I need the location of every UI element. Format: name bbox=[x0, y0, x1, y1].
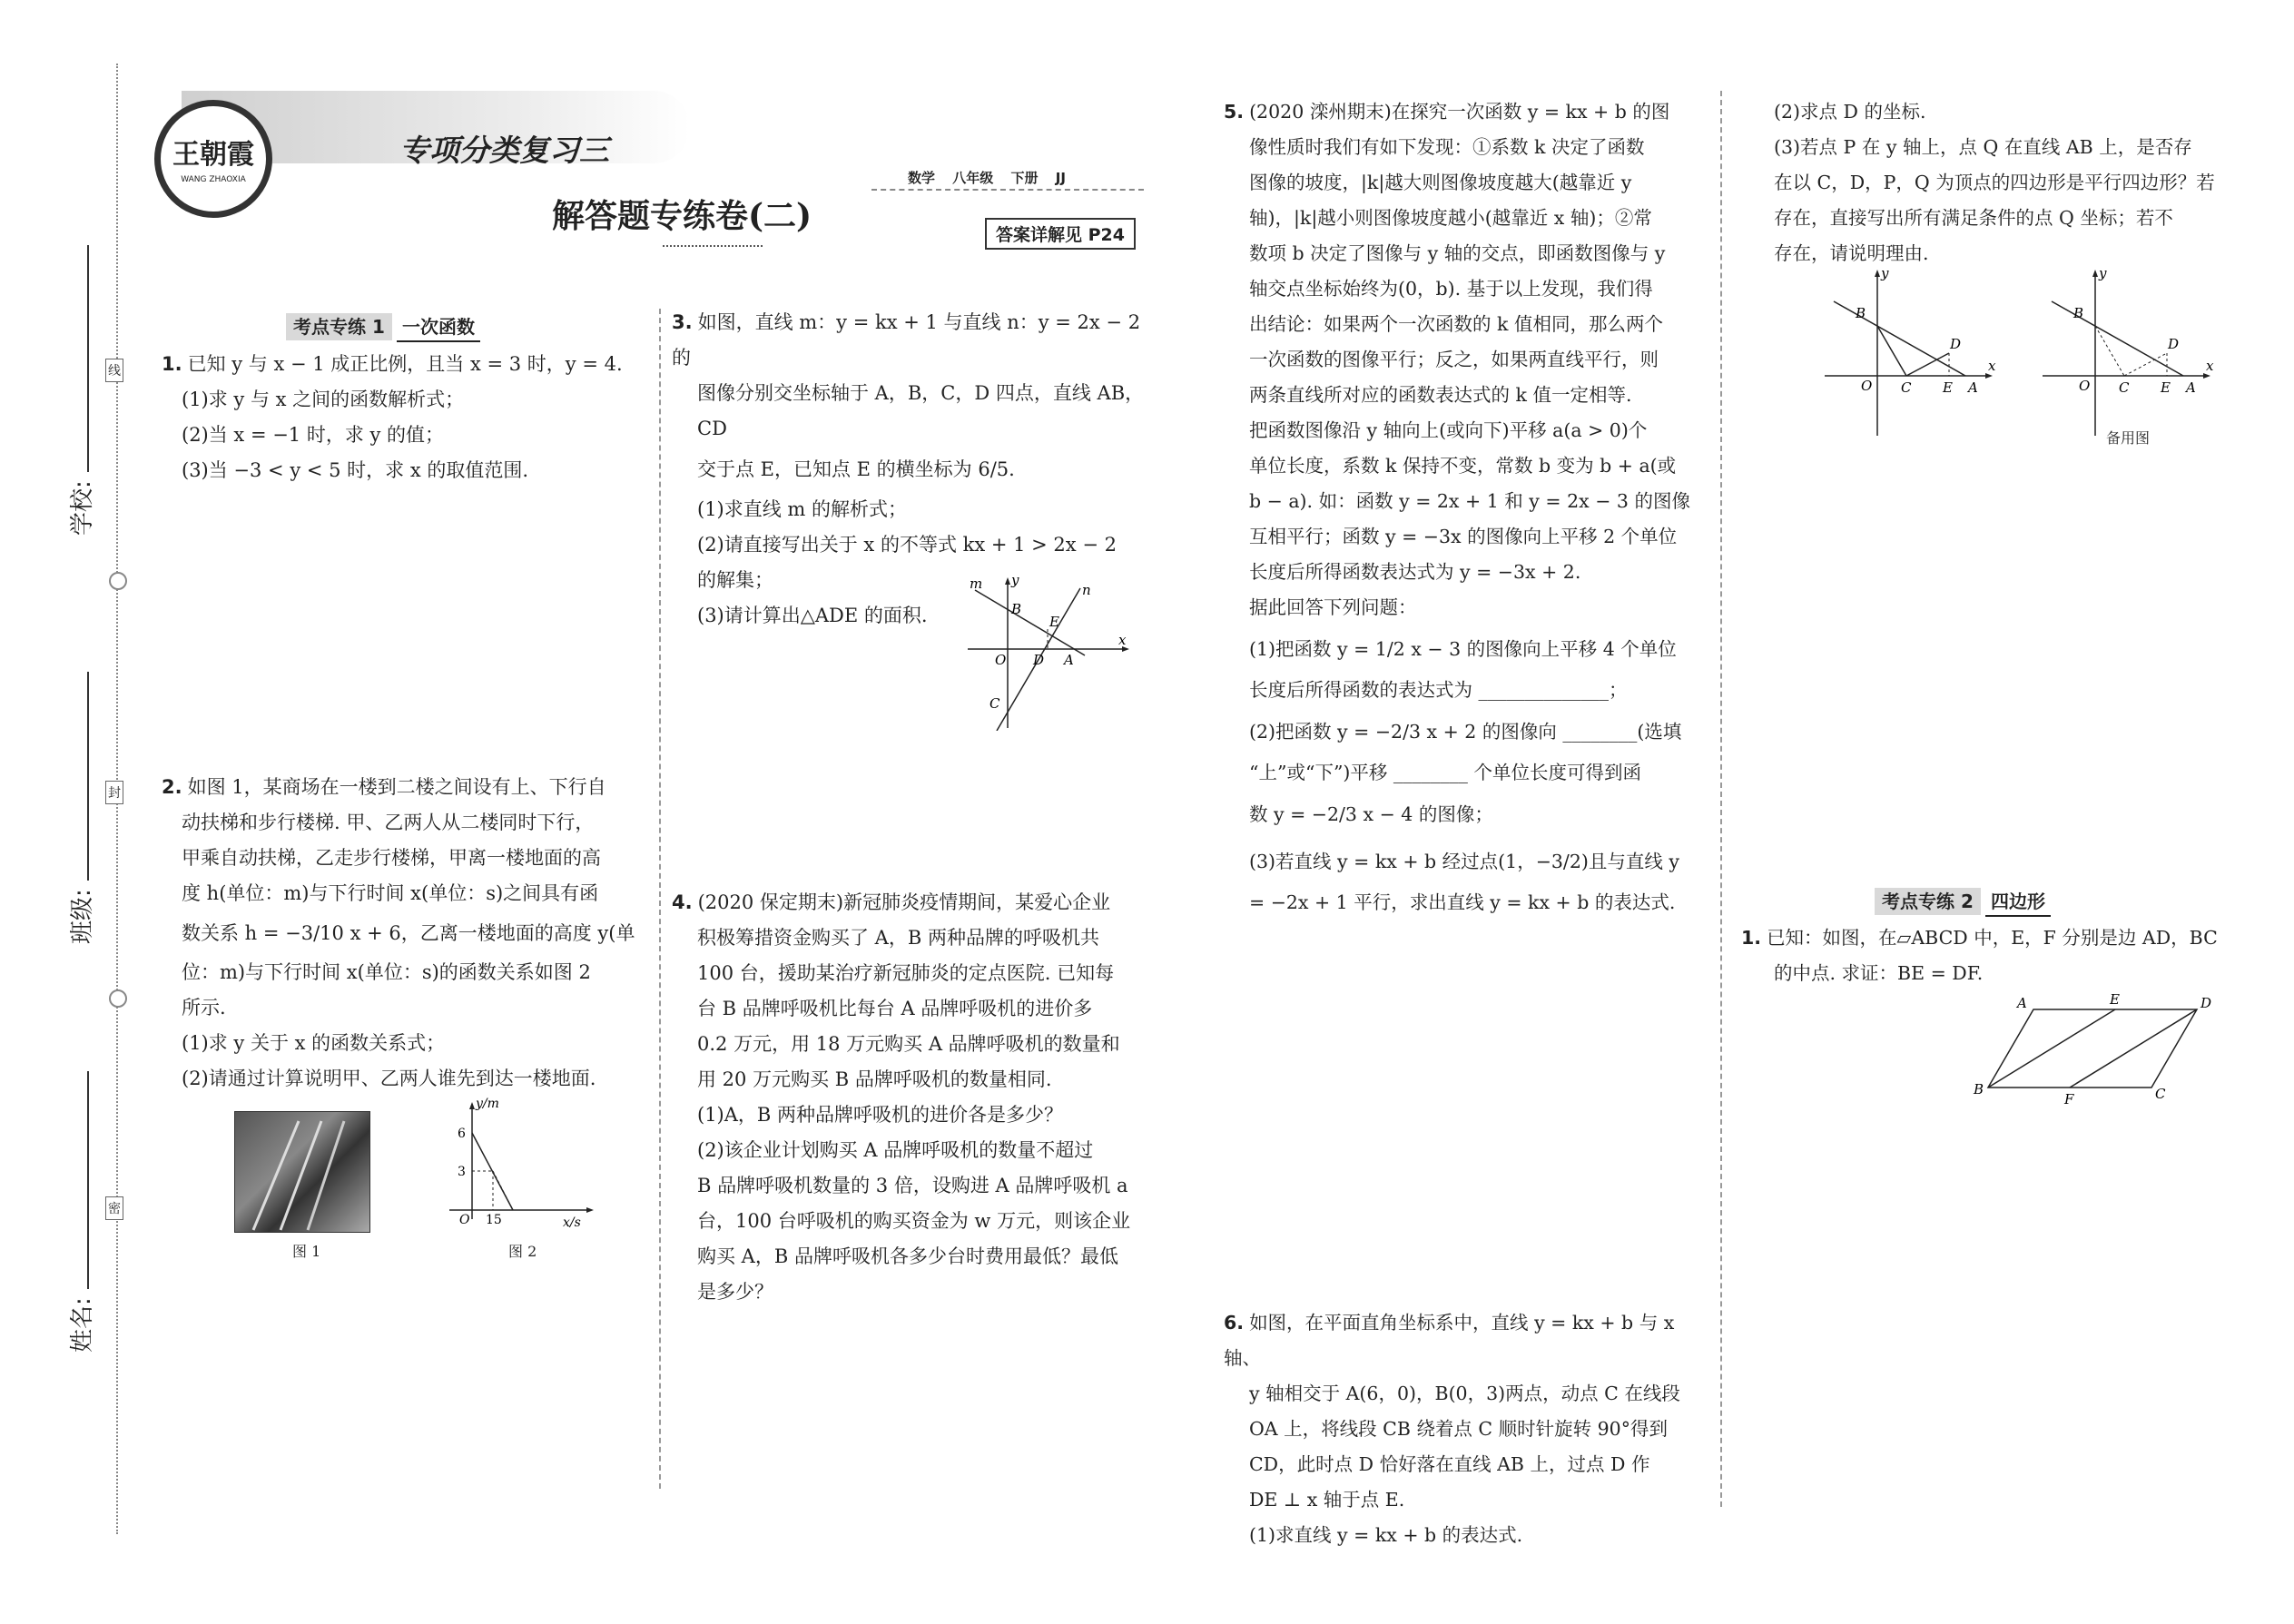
q3-label-E: E bbox=[1049, 614, 1059, 630]
q2-part-1: (1)求 y 关于 x 的函数关系式； bbox=[182, 1032, 446, 1054]
q4-line-6: 用 20 万元购买 B 品牌呼吸机的数量相同. bbox=[697, 1068, 1052, 1090]
q6-label-C: C bbox=[1901, 379, 1912, 396]
section1-tag: 考点专练 1 bbox=[286, 313, 392, 340]
q4-line-10: 台，100 台呼吸机的购买资金为 w 万元，则该企业 bbox=[697, 1210, 1131, 1232]
header-dashed-rule bbox=[871, 189, 1144, 191]
question-1 bbox=[162, 347, 634, 488]
s2q1-line-2: 的中点. 求证：BE = DF. bbox=[1774, 962, 1984, 984]
q5-number: 5. bbox=[1224, 101, 1245, 123]
q5-part-3: (3)若直线 y = kx + b 经过点(1，−3/2)且与直线 y bbox=[1249, 851, 1679, 872]
q5-part-1: (1)把函数 y = 1/2 x − 3 的图像向上平移 4 个单位 bbox=[1249, 638, 1677, 660]
q5-line-5: 数项 b 决定了图像与 y 轴的交点，即函数图像与 y bbox=[1249, 242, 1666, 264]
s2q1-line-1: 1. 已知：如图，在▱ABCD 中，E，F 分别是边 AD，BC bbox=[1741, 927, 2218, 949]
seal-mark-line: 线 bbox=[105, 359, 123, 382]
q1-line-1: 1. 已知 y 与 x − 1 成正比例，且当 x = 3 时，y = 4. bbox=[162, 353, 623, 375]
q6-part-2: (2)求点 D 的坐标. bbox=[1774, 101, 1926, 123]
meta-volume: 下册 bbox=[1010, 170, 1039, 186]
q6-part-1: (1)求直线 y = kx + b 的表达式. bbox=[1249, 1524, 1523, 1546]
q5-line-3: 图像的坡度，|k|越大则图像坡度越大(越靠近 y bbox=[1249, 172, 1632, 193]
q4-line-4: 台 B 品牌呼吸机比每台 A 品牌呼吸机的进价多 bbox=[697, 998, 1093, 1019]
question-6 bbox=[1224, 1305, 1714, 1553]
q3-part-2: (2)请直接写出关于 x 的不等式 kx + 1 > 2x − 2 bbox=[697, 534, 1117, 556]
q5-line-8: 一次函数的图像平行；反之，如果两直线平行，则 bbox=[1249, 349, 1659, 370]
column-divider-1 bbox=[659, 309, 661, 1489]
q5-line-15: 据此回答下列问题： bbox=[1249, 596, 1417, 618]
q6-line-4: CD，此时点 D 恰好落在直线 AB 上，过点 D 作 bbox=[1249, 1453, 1650, 1475]
q6-spare-label-x: x bbox=[2206, 358, 2214, 374]
q3-label-x: x bbox=[1118, 632, 1127, 648]
q6-part-3: (3)若点 P 在 y 轴上，点 Q 在直线 AB 上，是否存 bbox=[1774, 136, 2192, 158]
q5-line-2: 像性质时我们有如下发现：①系数 k 决定了函数 bbox=[1249, 136, 1645, 158]
q6-line-5: DE ⊥ x 轴于点 E. bbox=[1249, 1489, 1405, 1511]
spare-figure-label: 备用图 bbox=[2106, 429, 2151, 447]
q2-line-4: 度 h(单位：m)与下行时间 x(单位：s)之间具有函 bbox=[182, 882, 599, 904]
q5-line-12: b − a). 如：函数 y = 2x + 1 和 y = 2x − 3 的图像 bbox=[1249, 490, 1690, 512]
escalator-photo bbox=[234, 1111, 370, 1233]
q3-number: 3. bbox=[672, 311, 693, 333]
q2-fig1-label: 图 1 bbox=[292, 1243, 321, 1260]
q2-line-7: 所示. bbox=[182, 997, 226, 1019]
section2-name: 四边形 bbox=[1985, 888, 2051, 917]
seal-mark-mi: 密 bbox=[105, 1196, 123, 1220]
section2-question-1 bbox=[1741, 920, 2231, 991]
q3-label-y: y bbox=[1011, 572, 1019, 588]
section1-name: 一次函数 bbox=[397, 313, 480, 342]
class-underline bbox=[87, 672, 89, 881]
q6-spare-label-y: y bbox=[2099, 265, 2107, 281]
seal-mark-feng: 封 bbox=[105, 781, 123, 804]
q5-part-2: (2)把函数 y = −2/3 x + 2 的图像向 ________(选填 bbox=[1249, 721, 1682, 743]
q3-label-A: A bbox=[1064, 652, 1074, 668]
q2-line-6: 位：m)与下行时间 x(单位：s)的函数关系如图 2 bbox=[182, 961, 591, 983]
q3-label-m: m bbox=[970, 576, 983, 592]
section2-tag: 考点专练 2 bbox=[1875, 888, 1981, 915]
q5-line-11: 单位长度，系数 k 保持不变，常数 b 变为 b + a(或 bbox=[1249, 455, 1677, 477]
q6-spare-label-O: O bbox=[2079, 378, 2091, 394]
q6-label-D: D bbox=[1950, 336, 1962, 352]
q5-part-3b: = −2x + 1 平行，求出直线 y = kx + b 的表达式. bbox=[1249, 891, 1676, 913]
q6-spare-label-A: A bbox=[2186, 379, 2196, 396]
q5-line-6: 轴交点坐标始终为(0，b). 基于以上发现，我们得 bbox=[1249, 278, 1653, 300]
q6-label-O: O bbox=[1861, 378, 1873, 394]
section2-heading bbox=[1875, 888, 2051, 917]
q2-line-5: 数关系 h = −3/10 x + 6，乙离一楼地面的高度 y(单 bbox=[182, 922, 635, 944]
q3-part-2b: 的解集； bbox=[697, 569, 773, 591]
question-2 bbox=[162, 770, 652, 1097]
book-meta bbox=[908, 168, 1066, 187]
q1-number: 1. bbox=[162, 353, 182, 375]
q6-part-3b: 在以 C，D，P，Q 为顶点的四边形是平行四边形？若 bbox=[1774, 172, 2215, 193]
q3-part-1: (1)求直线 m 的解析式； bbox=[697, 498, 908, 520]
answer-reference: 答案详解见 P24 bbox=[985, 218, 1136, 250]
name-label: 姓名: bbox=[69, 1297, 96, 1353]
q6-label-B: B bbox=[1856, 305, 1866, 321]
header-dots bbox=[663, 245, 763, 247]
page-title: 解答题专练卷(二) bbox=[552, 197, 812, 235]
q2-line-1: 2. 如图 1，某商场在一楼到二楼之间设有上、下行自 bbox=[162, 776, 606, 798]
q4-line-1: 4. (2020 保定期末)新冠肺炎疫情期间，某爱心企业 bbox=[672, 891, 1111, 913]
fig2-tick-6: 6 bbox=[458, 1127, 466, 1141]
meta-edition: JJ bbox=[1055, 170, 1066, 186]
fig2-tick-15: 15 bbox=[486, 1213, 502, 1227]
brand-name: 王朝霞 bbox=[172, 139, 254, 171]
q5-line-14: 长度后所得函数表达式为 y = −3x + 2. bbox=[1249, 561, 1581, 583]
s2q1-number: 1. bbox=[1741, 927, 1762, 949]
q3-label-O: O bbox=[995, 652, 1007, 668]
question-6-continued bbox=[1761, 94, 2233, 271]
q6-spare-figure bbox=[2033, 265, 2215, 438]
q3-label-n: n bbox=[1082, 582, 1091, 598]
q5-part-2b: “上”或“下”)平移 ________ 个单位长度可得到函 bbox=[1249, 762, 1641, 783]
q4-part-1: (1)A，B 两种品牌呼吸机的进价各是多少？ bbox=[697, 1104, 1064, 1126]
binding-hole-2 bbox=[109, 989, 127, 1008]
q6-label-E: E bbox=[1943, 379, 1953, 396]
q2-fig2-label: 图 2 bbox=[508, 1243, 537, 1260]
meta-subject: 数学 bbox=[908, 170, 936, 186]
q4-line-5: 0.2 万元，用 18 万元购买 A 品牌呼吸机的数量和 bbox=[697, 1033, 1120, 1055]
q6-label-y: y bbox=[1881, 265, 1889, 281]
escalator-photo-drawing bbox=[235, 1112, 369, 1232]
fig2-ylabel: y/m bbox=[476, 1097, 499, 1111]
q5-part-2c: 数 y = −2/3 x − 4 的图像； bbox=[1249, 803, 1493, 825]
q1-part-1: (1)求 y 与 x 之间的函数解析式； bbox=[182, 389, 465, 410]
q4-line-2: 积极筹措资金购买了 A，B 两种品牌的呼吸机共 bbox=[697, 927, 1099, 949]
q4-part-2: (2)该企业计划购买 A 品牌呼吸机的数量不超过 bbox=[697, 1139, 1094, 1161]
para-label-C: C bbox=[2155, 1086, 2166, 1102]
q5-part-1b: 长度后所得函数的表达式为 ______________； bbox=[1249, 679, 1628, 701]
q3-part-3: (3)请计算出△ADE 的面积. bbox=[697, 605, 928, 626]
parallelogram-figure bbox=[1970, 989, 2224, 1107]
section1-heading bbox=[286, 313, 480, 342]
q5-line-13: 互相平行；函数 y = −3x 的图像向上平移 2 个单位 bbox=[1249, 526, 1678, 547]
binding-hole-1 bbox=[109, 572, 127, 590]
q3-line-3: 交于点 E，已知点 E 的横坐标为 6/5. bbox=[697, 458, 1015, 480]
q6-part-3c: 存在，直接写出所有满足条件的点 Q 坐标；若不 bbox=[1774, 207, 2173, 229]
q6-number: 6. bbox=[1224, 1312, 1245, 1334]
para-label-D: D bbox=[2200, 995, 2212, 1011]
q5-line-10: 把函数图像沿 y 轴向上(或向下)平移 a(a > 0)个 bbox=[1249, 419, 1648, 441]
q2-number: 2. bbox=[162, 776, 182, 798]
q6-figure bbox=[1816, 265, 1997, 438]
fig2-xlabel: x/s bbox=[563, 1216, 581, 1230]
q6-line-3: OA 上，将线段 CB 绕着点 C 顺时针旋转 90°得到 bbox=[1249, 1418, 1668, 1440]
q6-part-3d: 存在，请说明理由. bbox=[1774, 242, 1929, 264]
q4-number: 4. bbox=[672, 891, 693, 913]
q4-line-3: 100 台，援助某治疗新冠肺炎的定点医院. 已知每 bbox=[697, 962, 1115, 984]
q4-line-12: 是多少？ bbox=[697, 1281, 773, 1303]
q6-line-1: 6. 如图，在平面直角坐标系中，直线 y = kx + b 与 x 轴、 bbox=[1224, 1312, 1675, 1369]
q4-line-9: B 品牌呼吸机数量的 3 倍，设购进 A 品牌呼吸机 a bbox=[697, 1175, 1128, 1196]
school-label: 学校: bbox=[69, 480, 96, 536]
q3-figure bbox=[962, 572, 1135, 731]
series-title: 专项分类复习三 bbox=[399, 133, 609, 168]
q3-label-D: D bbox=[1033, 652, 1045, 668]
q6-label-A: A bbox=[1968, 379, 1978, 396]
para-label-F: F bbox=[2064, 1091, 2074, 1107]
q3-line-2: 图像分别交坐标轴于 A，B，C，D 四点，直线 AB，CD bbox=[697, 382, 1145, 439]
q5-line-7: 出结论：如果两个一次函数的 k 值相同，那么两个 bbox=[1249, 313, 1663, 335]
meta-grade: 八年级 bbox=[952, 170, 994, 186]
q3-line-1: 3. 如图，直线 m：y = kx + 1 与直线 n：y = 2x − 2 的 bbox=[672, 311, 1141, 369]
name-underline bbox=[87, 1071, 89, 1289]
brand-logo bbox=[154, 100, 272, 218]
fig2-tick-3: 3 bbox=[458, 1165, 466, 1179]
para-label-A: A bbox=[2017, 995, 2027, 1011]
q1-part-2: (2)当 x = −1 时，求 y 的值； bbox=[182, 424, 445, 446]
q2-part-2: (2)请通过计算说明甲、乙两人谁先到达一楼地面. bbox=[182, 1068, 596, 1089]
question-5 bbox=[1224, 94, 1714, 920]
q5-line-4: 轴)，|k|越小则图像坡度越小(越靠近 x 轴)；②常 bbox=[1249, 207, 1652, 229]
q6-spare-label-D: D bbox=[2168, 336, 2180, 352]
q6-label-x: x bbox=[1988, 358, 1996, 374]
q2-line-2: 动扶梯和步行楼梯. 甲、乙两人从二楼同时下行， bbox=[182, 812, 595, 833]
column-divider-2 bbox=[1720, 91, 1722, 1507]
q6-line-2: y 轴相交于 A(6，0)，B(0，3)两点，动点 C 在线段 bbox=[1249, 1383, 1680, 1404]
q5-line-1: 5. (2020 滦州期末)在探究一次函数 y = kx + b 的图 bbox=[1224, 101, 1670, 123]
para-label-B: B bbox=[1974, 1081, 1984, 1097]
school-underline bbox=[87, 245, 89, 472]
para-label-E: E bbox=[2110, 991, 2120, 1008]
q2-fig2-graph bbox=[445, 1097, 599, 1233]
q6-spare-label-E: E bbox=[2161, 379, 2171, 396]
fig2-origin: O bbox=[459, 1213, 470, 1227]
q1-part-3: (3)当 −3 < y < 5 时，求 x 的取值范围. bbox=[182, 459, 529, 481]
q4-line-11: 购买 A，B 品牌呼吸机各多少台时费用最低？最低 bbox=[697, 1245, 1118, 1267]
q6-spare-label-C: C bbox=[2119, 379, 2130, 396]
question-4 bbox=[672, 885, 1162, 1310]
q3-label-B: B bbox=[1011, 601, 1022, 617]
class-label: 班级: bbox=[69, 889, 96, 944]
q3-label-C: C bbox=[989, 695, 1000, 712]
brand-sub: WANG ZHAOXIA bbox=[181, 175, 246, 184]
q2-line-3: 甲乘自动扶梯，乙走步行楼梯，甲离一楼地面的高 bbox=[182, 847, 601, 869]
q5-line-9: 两条直线所对应的函数表达式的 k 值一定相等. bbox=[1249, 384, 1632, 406]
q6-spare-label-B: B bbox=[2073, 305, 2084, 321]
